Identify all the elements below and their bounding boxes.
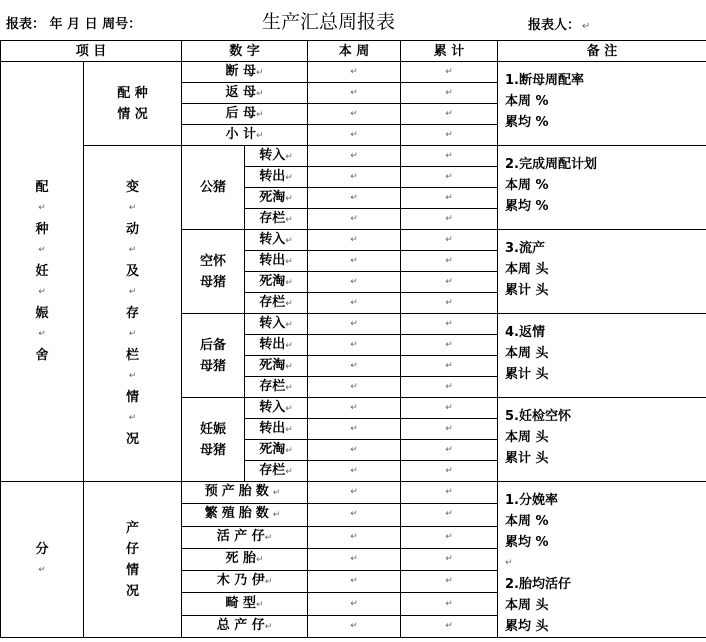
cumulative-cell[interactable]: ↵: [401, 571, 498, 593]
this-week-cell[interactable]: ↵: [308, 398, 401, 419]
group-label-pregnant-sow: 妊娠 母猪: [182, 398, 245, 482]
cumulative-cell[interactable]: ↵: [401, 461, 498, 482]
cumulative-cell[interactable]: ↵: [401, 335, 498, 356]
cumulative-cell[interactable]: ↵: [401, 398, 498, 419]
cumulative-cell[interactable]: ↵: [401, 251, 498, 272]
cumulative-cell[interactable]: ↵: [401, 293, 498, 314]
cumulative-cell[interactable]: ↵: [401, 188, 498, 209]
this-week-cell[interactable]: ↵: [308, 293, 401, 314]
note-cell: 5.妊检空怀 本周 头 累计 头: [498, 398, 706, 482]
report-date-week-line: 报表： 年 月 日 周号：: [6, 17, 142, 32]
this-week-cell[interactable]: ↵: [308, 377, 401, 398]
sub-row-label: 死淘↵: [245, 272, 308, 293]
col-header-number: 数 字: [182, 41, 308, 62]
cumulative-cell[interactable]: ↵: [401, 504, 498, 526]
birth-row-label: 木 乃 伊↵: [182, 571, 308, 593]
change-status-label: 变 ↵ 动 ↵ 及 ↵ 存 ↵ 栏 ↵ 情 ↵ 况: [84, 146, 182, 482]
cumulative-cell[interactable]: ↵: [401, 146, 498, 167]
cumulative-cell[interactable]: ↵: [401, 440, 498, 461]
this-week-cell[interactable]: ↵: [308, 461, 401, 482]
this-week-cell[interactable]: ↵: [308, 83, 401, 104]
birth-row-label: 预产胎数↵: [182, 482, 308, 504]
sub-row-label: 死淘↵: [245, 188, 308, 209]
this-week-cell[interactable]: ↵: [308, 104, 401, 125]
this-week-cell[interactable]: ↵: [308, 504, 401, 526]
birth-status-label: 产 仔 情 况: [84, 482, 182, 638]
this-week-cell[interactable]: ↵: [308, 593, 401, 615]
mating-status-label: 配 种 情 况: [84, 62, 182, 146]
cumulative-cell[interactable]: ↵: [401, 167, 498, 188]
birth-row-label: 总 产 仔↵: [182, 615, 308, 637]
col-header-cumulative: 累 计: [401, 41, 498, 62]
table-row: [1, 482, 706, 504]
this-week-cell[interactable]: ↵: [308, 482, 401, 504]
report-header: [0, 0, 706, 40]
cumulative-cell[interactable]: ↵: [401, 83, 498, 104]
note-cell: 4.返情 本周 头 累计 头: [498, 314, 706, 398]
cumulative-cell[interactable]: ↵: [401, 377, 498, 398]
sub-row-label: 转出↵: [245, 419, 308, 440]
birth-row-label: 死 胎↵: [182, 548, 308, 570]
table-row: [1, 146, 706, 167]
cumulative-cell[interactable]: ↵: [401, 104, 498, 125]
this-week-cell[interactable]: ↵: [308, 209, 401, 230]
table-row: [1, 62, 706, 83]
this-week-cell[interactable]: ↵: [308, 251, 401, 272]
sub-row-label: 死淘↵: [245, 440, 308, 461]
sub-row-label: 转出↵: [245, 335, 308, 356]
note-cell: 1.分娩率 本周 % 累均 % ↵ 2.胎均活仔 本周 头 累均 头: [498, 482, 706, 638]
report-title: 生产汇总周报表: [262, 11, 396, 33]
sub-row-label: 转入↵: [245, 314, 308, 335]
mating-row-label: 返 母↵: [182, 83, 308, 104]
this-week-cell[interactable]: ↵: [308, 548, 401, 570]
sub-row-label: 转入↵: [245, 146, 308, 167]
cumulative-cell[interactable]: ↵: [401, 526, 498, 548]
sub-row-label: 转出↵: [245, 167, 308, 188]
cumulative-cell[interactable]: ↵: [401, 230, 498, 251]
this-week-cell[interactable]: ↵: [308, 146, 401, 167]
sub-row-label: 死淘↵: [245, 356, 308, 377]
section-label-breeding-gestation: 配 ↵ 种 ↵ 妊 ↵ 娠 ↵ 舍: [1, 62, 84, 482]
this-week-cell[interactable]: ↵: [308, 314, 401, 335]
sub-row-label: 转入↵: [245, 398, 308, 419]
col-header-item: 项 目: [1, 41, 182, 62]
this-week-cell[interactable]: ↵: [308, 125, 401, 146]
sub-row-label: 存栏↵: [245, 293, 308, 314]
mating-row-label: 后 母↵: [182, 104, 308, 125]
sub-row-label: 存栏↵: [245, 209, 308, 230]
reporter-text: 报表人：: [528, 18, 581, 33]
note-cell: 1.断母周配率 本周 % 累均 %: [498, 62, 706, 146]
cumulative-cell[interactable]: ↵: [401, 615, 498, 637]
group-label-replacement-sow: 后备 母猪: [182, 314, 245, 398]
this-week-cell[interactable]: ↵: [308, 272, 401, 293]
this-week-cell[interactable]: ↵: [308, 356, 401, 377]
birth-row-label: 畸 型↵: [182, 593, 308, 615]
this-week-cell[interactable]: ↵: [308, 526, 401, 548]
this-week-cell[interactable]: ↵: [308, 615, 401, 637]
this-week-cell[interactable]: ↵: [308, 188, 401, 209]
cumulative-cell[interactable]: ↵: [401, 419, 498, 440]
birth-row-label: 繁殖胎数↵: [182, 504, 308, 526]
note-cell: 3.流产 本周 头 累计 头: [498, 230, 706, 314]
this-week-cell[interactable]: ↵: [308, 167, 401, 188]
this-week-cell[interactable]: ↵: [308, 335, 401, 356]
group-label-empty-sow: 空怀 母猪: [182, 230, 245, 314]
cumulative-cell[interactable]: ↵: [401, 548, 498, 570]
mating-row-label: 断 母↵: [182, 62, 308, 83]
col-header-note: 备 注: [498, 41, 706, 62]
birth-row-label: 活 产 仔↵: [182, 526, 308, 548]
cumulative-cell[interactable]: ↵: [401, 314, 498, 335]
return-mark: ↵: [582, 21, 591, 32]
sub-row-label: 转入↵: [245, 230, 308, 251]
cumulative-cell[interactable]: ↵: [401, 482, 498, 504]
col-header-this-week: 本 周: [308, 41, 401, 62]
section-label-farrowing: 分 ↵: [1, 482, 84, 638]
cumulative-cell[interactable]: ↵: [401, 356, 498, 377]
table-header-row: [1, 41, 706, 62]
this-week-cell[interactable]: ↵: [308, 62, 401, 83]
cumulative-cell[interactable]: ↵: [401, 62, 498, 83]
group-label-boar: 公猪: [182, 146, 245, 230]
cumulative-cell[interactable]: ↵: [401, 125, 498, 146]
weekly-report-table: [0, 40, 706, 638]
this-week-cell[interactable]: ↵: [308, 440, 401, 461]
cumulative-cell[interactable]: ↵: [401, 272, 498, 293]
this-week-cell[interactable]: ↵: [308, 419, 401, 440]
sub-row-label: 存栏↵: [245, 461, 308, 482]
sub-row-label: 转出↵: [245, 251, 308, 272]
cumulative-cell[interactable]: ↵: [401, 209, 498, 230]
sub-row-label: 存栏↵: [245, 377, 308, 398]
this-week-cell[interactable]: ↵: [308, 571, 401, 593]
this-week-cell[interactable]: ↵: [308, 230, 401, 251]
mating-row-label: 小 计↵: [182, 125, 308, 146]
note-cell: 2.完成周配计划 本周 % 累均 %: [498, 146, 706, 230]
reporter-label: [528, 14, 590, 33]
cumulative-cell[interactable]: ↵: [401, 593, 498, 615]
